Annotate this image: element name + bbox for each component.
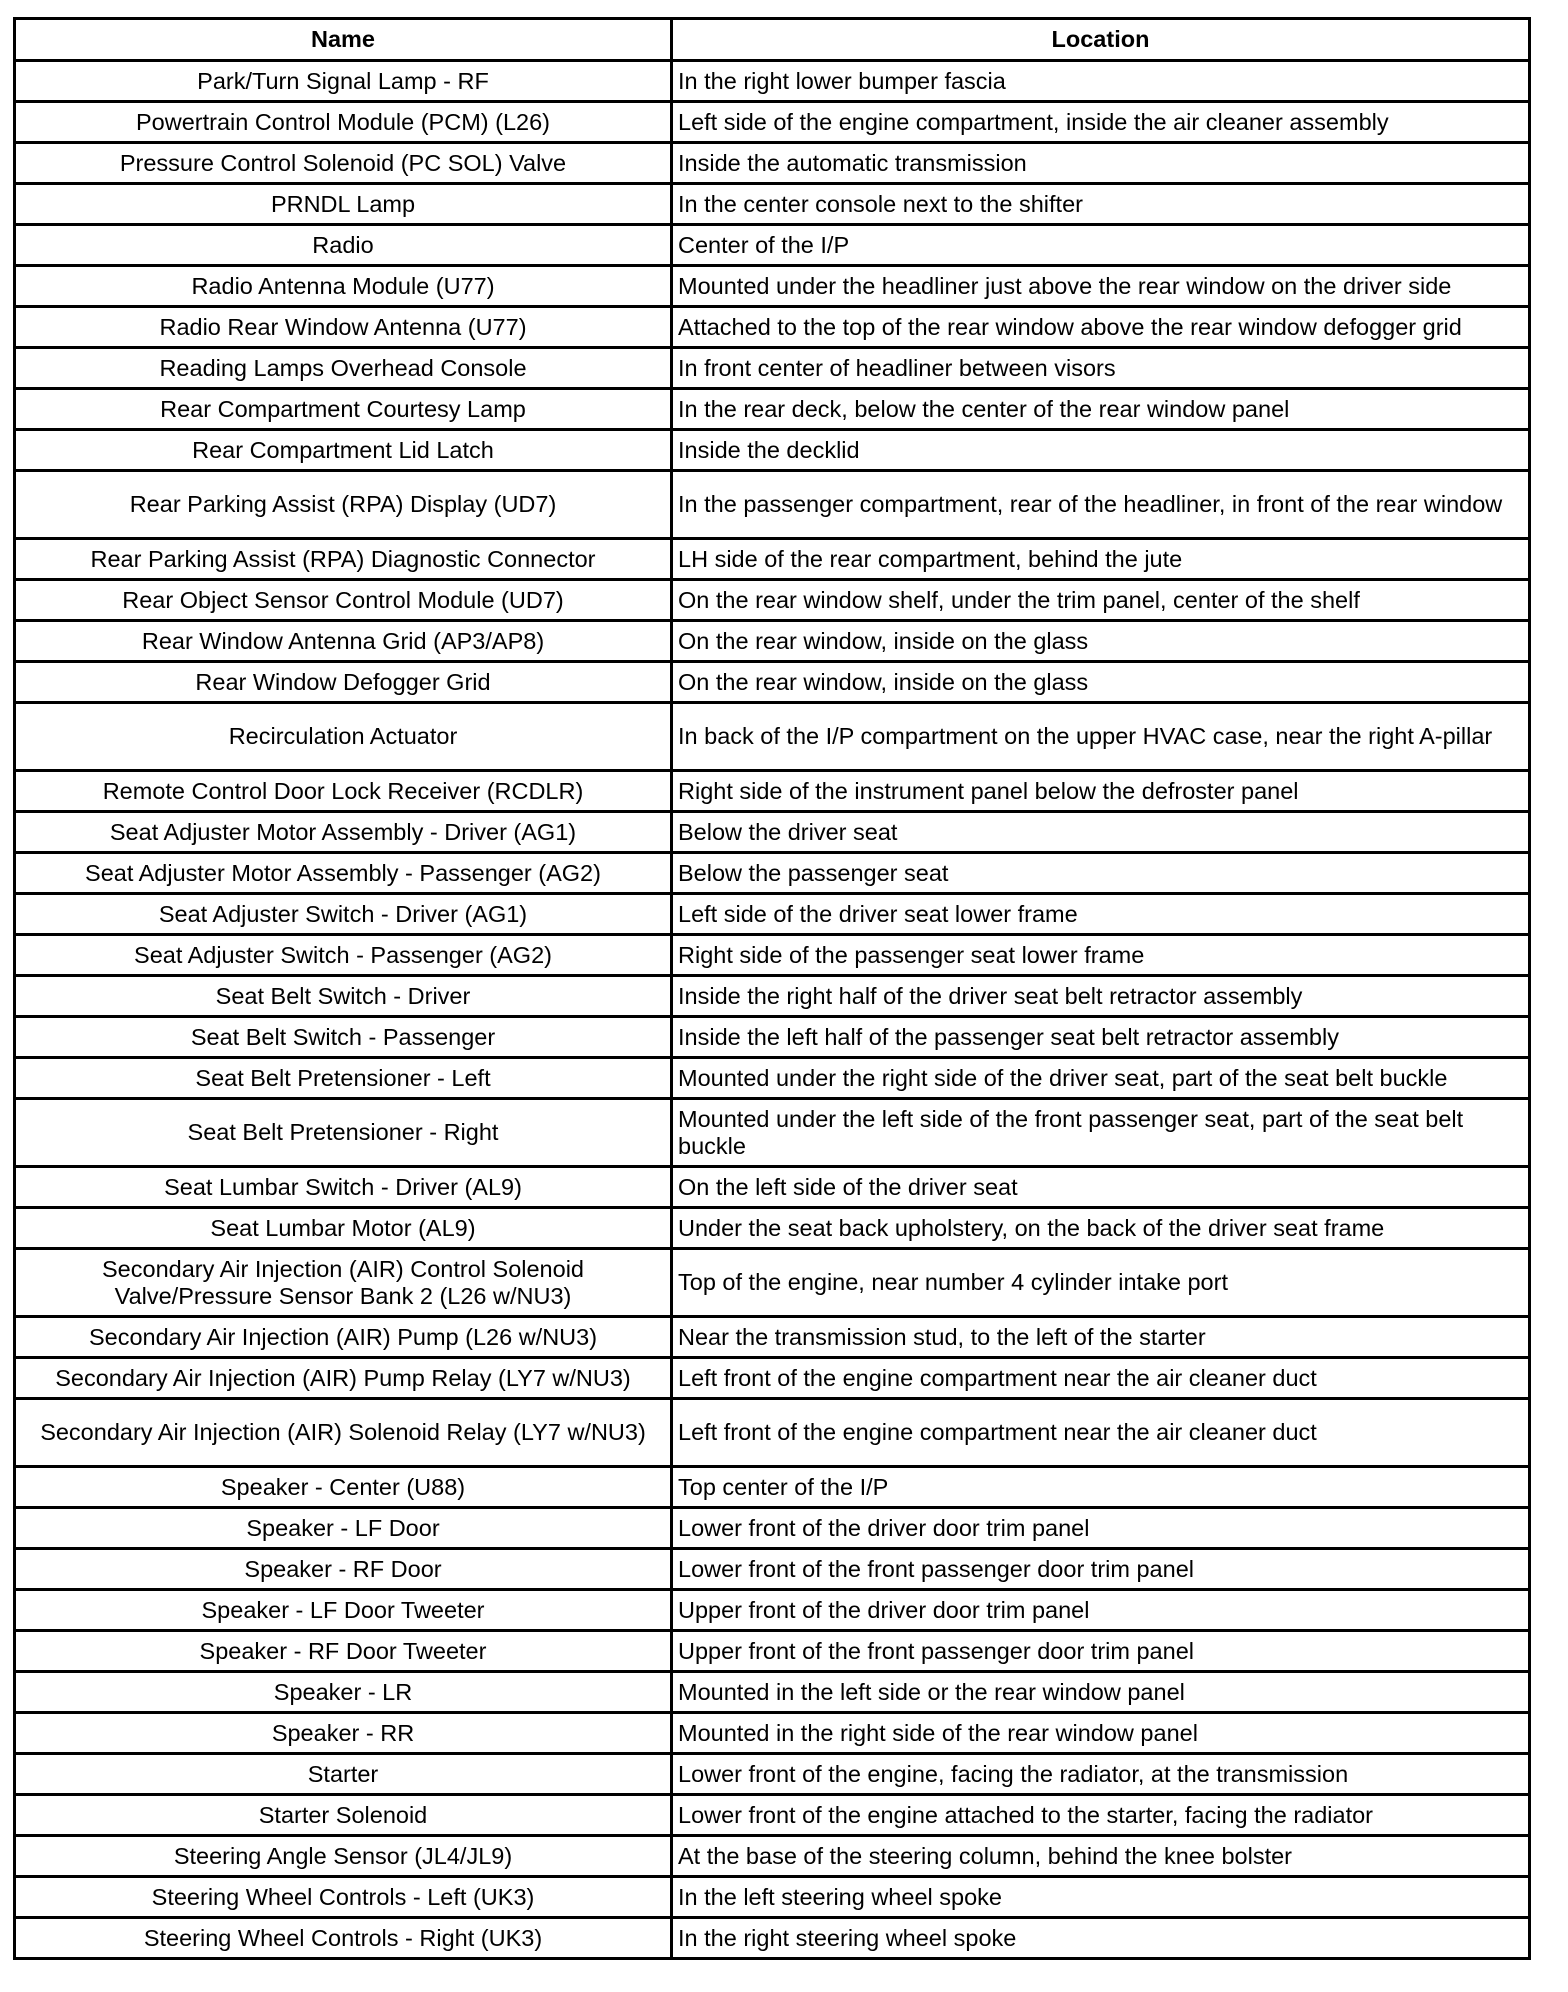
table-row [15, 1877, 1530, 1918]
component-name-cell: Rear Object Sensor Control Module (UD7) [15, 580, 672, 621]
component-name-cell: Pressure Control Solenoid (PC SOL) Valve [15, 143, 672, 184]
component-location-cell: Upper front of the front passenger door trim panel [672, 1631, 1530, 1672]
component-location-cell: On the rear window, inside on the glass [672, 621, 1530, 662]
component-location-cell: Attached to the top of the rear window above the rear window defogger grid [672, 307, 1530, 348]
component-location-cell: Inside the automatic transmission [672, 143, 1530, 184]
table-row [15, 389, 1530, 430]
component-location-cell: Mounted under the right side of the driver seat, part of the seat belt buckle [672, 1058, 1530, 1099]
component-name-cell: Steering Wheel Controls - Left (UK3) [15, 1877, 672, 1918]
component-name-cell: Radio Rear Window Antenna (U77) [15, 307, 672, 348]
component-location-cell: On the rear window shelf, under the trim panel, center of the shelf [672, 580, 1530, 621]
component-location-cell: In the left steering wheel spoke [672, 1877, 1530, 1918]
component-name-cell: Speaker - LR [15, 1672, 672, 1713]
component-location-cell: Near the transmission stud, to the left of the starter [672, 1317, 1530, 1358]
table-row [15, 1590, 1530, 1631]
component-name-cell: Seat Adjuster Switch - Driver (AG1) [15, 894, 672, 935]
component-name-cell: Seat Belt Switch - Passenger [15, 1017, 672, 1058]
component-name-cell: Radio Antenna Module (U77) [15, 266, 672, 307]
table-row [15, 621, 1530, 662]
table-header-row [15, 19, 1530, 61]
table-row [15, 935, 1530, 976]
table-row [15, 1795, 1530, 1836]
table-row [15, 225, 1530, 266]
component-location-cell: Top center of the I/P [672, 1467, 1530, 1508]
table-row [15, 1208, 1530, 1249]
component-name-cell: Starter Solenoid [15, 1795, 672, 1836]
component-location-cell: Right side of the instrument panel below the defroster panel [672, 771, 1530, 812]
table-row [15, 812, 1530, 853]
component-location-cell: Inside the decklid [672, 430, 1530, 471]
component-location-cell: Lower front of the driver door trim panel [672, 1508, 1530, 1549]
component-location-cell: Lower front of the engine attached to the starter, facing the radiator [672, 1795, 1530, 1836]
table-row [15, 1549, 1530, 1590]
table-row [15, 143, 1530, 184]
table-row [15, 1754, 1530, 1795]
column-header-location: Location [672, 19, 1530, 61]
component-location-cell: Under the seat back upholstery, on the back of the driver seat frame [672, 1208, 1530, 1249]
table-row [15, 1918, 1530, 1959]
table-row [15, 853, 1530, 894]
table-row [15, 1017, 1530, 1058]
component-location-cell: In the rear deck, below the center of the rear window panel [672, 389, 1530, 430]
component-location-cell: In the passenger compartment, rear of the headliner, in front of the rear window [672, 471, 1530, 539]
component-name-cell: Secondary Air Injection (AIR) Solenoid Relay (LY7 w/NU3) [15, 1399, 672, 1467]
table-row [15, 703, 1530, 771]
table-row [15, 1358, 1530, 1399]
component-name-cell: Seat Belt Pretensioner - Left [15, 1058, 672, 1099]
table-row [15, 771, 1530, 812]
component-location-cell: Lower front of the engine, facing the radiator, at the transmission [672, 1754, 1530, 1795]
table-row [15, 1713, 1530, 1754]
component-name-cell: Rear Window Antenna Grid (AP3/AP8) [15, 621, 672, 662]
table-row [15, 580, 1530, 621]
component-name-cell: Rear Compartment Courtesy Lamp [15, 389, 672, 430]
component-name-cell: Speaker - RF Door Tweeter [15, 1631, 672, 1672]
component-location-cell: Below the driver seat [672, 812, 1530, 853]
component-name-cell: Powertrain Control Module (PCM) (L26) [15, 102, 672, 143]
table-body [15, 61, 1530, 1959]
table-row [15, 976, 1530, 1017]
component-location-cell: Mounted under the left side of the front passenger seat, part of the seat belt buckle [672, 1099, 1530, 1167]
table-row [15, 471, 1530, 539]
table-row [15, 539, 1530, 580]
table-row [15, 1249, 1530, 1317]
component-location-cell: Center of the I/P [672, 225, 1530, 266]
component-location-cell: Lower front of the front passenger door trim panel [672, 1549, 1530, 1590]
component-name-cell: Radio [15, 225, 672, 266]
component-location-cell: Right side of the passenger seat lower frame [672, 935, 1530, 976]
table-row [15, 1167, 1530, 1208]
component-name-cell: Secondary Air Injection (AIR) Pump (L26 w/NU3) [15, 1317, 672, 1358]
component-name-cell: Secondary Air Injection (AIR) Pump Relay (LY7 w/NU3) [15, 1358, 672, 1399]
component-location-cell: Inside the right half of the driver seat belt retractor assembly [672, 976, 1530, 1017]
component-location-cell: Left front of the engine compartment near the air cleaner duct [672, 1358, 1530, 1399]
table-row [15, 1467, 1530, 1508]
table-row [15, 184, 1530, 225]
table-row [15, 1672, 1530, 1713]
component-location-cell: On the left side of the driver seat [672, 1167, 1530, 1208]
component-location-cell: In front center of headliner between visors [672, 348, 1530, 389]
table-row [15, 1058, 1530, 1099]
table-row [15, 430, 1530, 471]
component-name-cell: Seat Adjuster Motor Assembly - Driver (AG1) [15, 812, 672, 853]
table-row [15, 348, 1530, 389]
table-row [15, 307, 1530, 348]
component-location-cell: LH side of the rear compartment, behind the jute [672, 539, 1530, 580]
table-row [15, 894, 1530, 935]
component-name-cell: Rear Window Defogger Grid [15, 662, 672, 703]
component-name-cell: Starter [15, 1754, 672, 1795]
component-location-cell: Below the passenger seat [672, 853, 1530, 894]
table-row [15, 266, 1530, 307]
component-location-cell: Mounted under the headliner just above the rear window on the driver side [672, 266, 1530, 307]
component-name-cell: Seat Lumbar Switch - Driver (AL9) [15, 1167, 672, 1208]
component-name-cell: Steering Angle Sensor (JL4/JL9) [15, 1836, 672, 1877]
table-row [15, 1317, 1530, 1358]
table-row [15, 1399, 1530, 1467]
component-name-cell: Speaker - LF Door [15, 1508, 672, 1549]
component-location-cell: In the right lower bumper fascia [672, 61, 1530, 102]
component-name-cell: PRNDL Lamp [15, 184, 672, 225]
component-name-cell: Seat Adjuster Switch - Passenger (AG2) [15, 935, 672, 976]
table-row [15, 662, 1530, 703]
component-name-cell: Rear Parking Assist (RPA) Display (UD7) [15, 471, 672, 539]
component-name-cell: Speaker - Center (U88) [15, 1467, 672, 1508]
component-location-cell: Mounted in the right side of the rear window panel [672, 1713, 1530, 1754]
component-name-cell: Speaker - LF Door Tweeter [15, 1590, 672, 1631]
component-location-sheet [13, 17, 1528, 1960]
component-location-cell: Left side of the driver seat lower frame [672, 894, 1530, 935]
component-location-cell: On the rear window, inside on the glass [672, 662, 1530, 703]
component-name-cell: Seat Lumbar Motor (AL9) [15, 1208, 672, 1249]
table-row [15, 102, 1530, 143]
component-name-cell: Speaker - RR [15, 1713, 672, 1754]
component-name-cell: Recirculation Actuator [15, 703, 672, 771]
component-name-cell: Remote Control Door Lock Receiver (RCDLR) [15, 771, 672, 812]
component-location-table [13, 17, 1531, 1960]
column-header-name: Name [15, 19, 672, 61]
component-name-cell: Seat Adjuster Motor Assembly - Passenger (AG2) [15, 853, 672, 894]
component-location-cell: At the base of the steering column, behind the knee bolster [672, 1836, 1530, 1877]
component-location-cell: Upper front of the driver door trim panel [672, 1590, 1530, 1631]
component-location-cell: Left front of the engine compartment near the air cleaner duct [672, 1399, 1530, 1467]
component-location-cell: Inside the left half of the passenger seat belt retractor assembly [672, 1017, 1530, 1058]
component-location-cell: In the center console next to the shifter [672, 184, 1530, 225]
component-name-cell: Speaker - RF Door [15, 1549, 672, 1590]
table-row [15, 1631, 1530, 1672]
component-name-cell: Seat Belt Switch - Driver [15, 976, 672, 1017]
component-name-cell: Rear Parking Assist (RPA) Diagnostic Connector [15, 539, 672, 580]
component-name-cell: Steering Wheel Controls - Right (UK3) [15, 1918, 672, 1959]
table-row [15, 1836, 1530, 1877]
component-name-cell: Park/Turn Signal Lamp - RF [15, 61, 672, 102]
component-location-cell: Top of the engine, near number 4 cylinder intake port [672, 1249, 1530, 1317]
component-name-cell: Rear Compartment Lid Latch [15, 430, 672, 471]
component-location-cell: In the right steering wheel spoke [672, 1918, 1530, 1959]
component-location-cell: In back of the I/P compartment on the upper HVAC case, near the right A-pillar [672, 703, 1530, 771]
component-name-cell: Reading Lamps Overhead Console [15, 348, 672, 389]
table-row [15, 1099, 1530, 1167]
component-location-cell: Left side of the engine compartment, inside the air cleaner assembly [672, 102, 1530, 143]
component-location-cell: Mounted in the left side or the rear window panel [672, 1672, 1530, 1713]
table-row [15, 61, 1530, 102]
component-name-cell: Seat Belt Pretensioner - Right [15, 1099, 672, 1167]
table-row [15, 1508, 1530, 1549]
component-name-cell: Secondary Air Injection (AIR) Control Solenoid Valve/Pressure Sensor Bank 2 (L26 w/NU3) [15, 1249, 672, 1317]
